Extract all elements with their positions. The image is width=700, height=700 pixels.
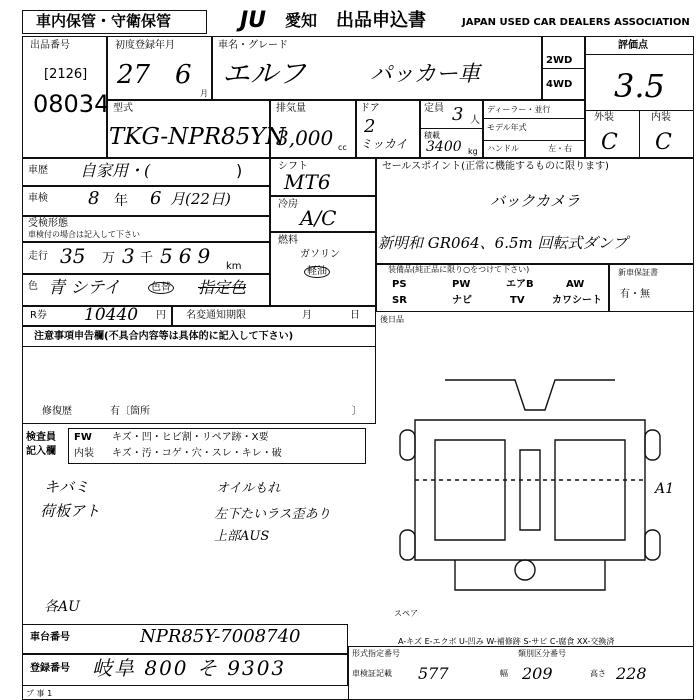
plate-label: 登録番号 <box>30 663 70 674</box>
odometer-man-unit: 万 <box>102 251 116 266</box>
odometer-man: 35 <box>60 244 86 268</box>
rating-label: 評価点 <box>618 40 648 51</box>
ju-logo: JU <box>240 8 267 33</box>
color-value: 青 シテイ <box>48 278 121 298</box>
note-6: 各AU <box>44 599 80 615</box>
usage-label: 車歴 <box>28 165 48 176</box>
recycle-value: 10440 <box>84 305 139 325</box>
spec-len-label: 車検証記載 <box>352 669 392 678</box>
notes-divider <box>22 346 376 347</box>
odometer-label: 走行 <box>28 251 48 262</box>
note-3: オイルもれ <box>216 481 281 496</box>
shift-label: シフト <box>278 161 308 172</box>
repair-label: 修復歴 <box>42 406 72 417</box>
inspector-outer: キズ・凹・ヒビ割・リペア跡・X要 <box>112 432 269 443</box>
car-grade-value: パッカー車 <box>370 62 481 87</box>
inspection-year-unit: 年 <box>114 193 128 209</box>
repair-value: 有〔箇所 <box>110 406 150 417</box>
capacity-divider <box>420 128 483 129</box>
load-unit: kg <box>468 147 478 156</box>
after-label: 後日品 <box>380 315 404 324</box>
odometer-rest: 569 <box>160 244 217 268</box>
name-change-label: 名変通知期限 <box>186 310 246 321</box>
name-change-month: 月 <box>302 310 312 321</box>
capacity-label: 定員 <box>424 103 444 114</box>
equip-seat: カワシート <box>552 295 602 306</box>
doors-label: ドア <box>360 103 380 114</box>
capacity-unit: 人 <box>470 115 480 126</box>
displacement-label: 排気量 <box>276 103 306 114</box>
doors-note: ミッカイ <box>360 137 408 151</box>
odometer-unit: km <box>226 261 242 272</box>
rating-divider <box>585 54 694 55</box>
storage-text: 車内保管・守衛保管 <box>36 12 172 30</box>
equip-pw: PW <box>452 279 471 290</box>
displacement-unit: cc <box>338 143 347 152</box>
drive-divider <box>542 68 585 69</box>
spec-cert-label: 形式指定番号 <box>352 649 400 658</box>
dealer-label: ディーラー・並行 <box>487 105 551 114</box>
inspection-label: 車検 <box>28 193 48 204</box>
lot-label: 出品番号 <box>30 40 70 51</box>
inspector-label-2: 記入欄 <box>26 446 56 457</box>
fuel-label: 燃料 <box>278 235 298 246</box>
registration-year: 27 <box>117 60 151 90</box>
spec-wid-label: 幅 <box>500 669 508 678</box>
rating-value: 3.5 <box>614 67 665 105</box>
plate-value: 岐阜 800 そ 9303 <box>92 656 287 680</box>
spec-h-value: 228 <box>616 664 647 683</box>
odometer-sen-unit: 千 <box>140 251 154 266</box>
receipt-note: 車検付の場合は記入して下さい <box>28 230 140 239</box>
sales-label: セールスポイント(正常に機能するものに限ります) <box>382 161 609 172</box>
equip-tv: TV <box>510 295 525 306</box>
inspection-date: 月(22日) <box>170 190 231 208</box>
rating-ext-label: 外装 <box>594 112 614 123</box>
spec-len-value: 577 <box>418 664 449 683</box>
inspection-cell <box>22 186 270 216</box>
sales-point-2: 新明和 GR064、6.5m 回転式ダンプ <box>378 234 628 252</box>
capacity-value: 3 <box>452 104 464 125</box>
ac-value: A/C <box>300 206 337 230</box>
rating-int-value: C <box>655 130 672 155</box>
dealer-divider <box>483 118 585 119</box>
note-2: 荷板アト <box>40 502 101 520</box>
rating-vdivider <box>639 110 640 158</box>
inspector-label-1: 検査員 <box>26 432 56 443</box>
inspector-fw: FW <box>74 432 92 443</box>
rating-int-label: 内装 <box>651 112 671 123</box>
warranty-value: 有・無 <box>620 289 650 300</box>
displacement-value: 3,000 <box>276 126 334 150</box>
spec-wid-value: 209 <box>522 664 553 683</box>
drive-2wd: 2WD <box>546 55 573 66</box>
doors-value: 2 <box>364 116 376 137</box>
org-name: 愛知 <box>285 11 318 30</box>
inspection-year: 8 <box>88 188 100 209</box>
usage-value: 自家用・( <box>80 161 151 180</box>
model-label: 型式 <box>113 103 133 114</box>
recycle-unit: 円 <box>156 310 166 321</box>
diagram-mark: A1 <box>655 481 675 497</box>
sales-point-1: バックカメラ <box>490 192 581 210</box>
equip-ps: PS <box>392 279 407 290</box>
spare-label: スペア <box>394 609 418 618</box>
equip-aw: AW <box>566 279 585 290</box>
car-name-label: 車名・グレード <box>218 40 288 51</box>
bottom-row: プ 事 1 <box>26 689 53 698</box>
dealer-handle-label: ハンドル <box>487 144 519 153</box>
recycle-label: R券 <box>30 310 47 321</box>
lot-code: [2126] <box>44 67 88 82</box>
note-1: キバミ <box>44 478 90 496</box>
registration-month: 6 <box>175 60 192 90</box>
model-value: TKG-NPR85YN <box>109 124 286 150</box>
color-label: 色 <box>28 281 38 292</box>
warranty-label: 新車保証書 <box>618 268 658 277</box>
drive-4wd: 4WD <box>546 79 573 90</box>
chassis-label: 車台番号 <box>30 632 70 643</box>
dealer-handle-opts: 左・右 <box>548 144 572 153</box>
lot-number: 08034 <box>33 90 110 118</box>
load-label: 積載 <box>424 131 440 140</box>
inspector-inner: キズ・汚・コゲ・穴・スレ・キレ・破 <box>112 448 282 459</box>
load-value: 3400 <box>426 139 462 155</box>
chassis-value: NPR85Y-7008740 <box>140 626 301 647</box>
ac-label: 冷房 <box>278 199 298 210</box>
color-change: 色替 <box>148 282 174 294</box>
note-4: 左下たいラス歪あり <box>214 507 331 522</box>
equipment-label: 装備品(純正品に限り○をつけて下さい) <box>388 265 530 274</box>
fuel-gasoline: ガソリン <box>300 249 340 260</box>
receipt-label: 受検形態 <box>28 218 68 229</box>
inspector-inner-label: 内装 <box>74 448 94 459</box>
dealer-model-year: モデル年式 <box>487 123 527 132</box>
dealer-divider-2 <box>483 140 585 141</box>
color-paint: 指定色 <box>198 278 247 297</box>
repair-close: 〕 <box>352 406 362 417</box>
rating-ext-value: C <box>601 130 618 155</box>
spec-h-label: 高さ <box>590 669 606 678</box>
odometer-sen: 3 <box>122 244 135 268</box>
car-diagram <box>395 360 665 610</box>
form-title: 出品申込書 <box>336 10 426 31</box>
spec-cls-label: 類別区分番号 <box>518 649 566 658</box>
equip-sr: SR <box>392 295 407 306</box>
damage-legend: A-キズ E-エクボ U-凹み W-補修跡 S-サビ C-腐食 XX-交換済 <box>398 637 615 646</box>
registration-label: 初度登録年月 <box>115 40 175 51</box>
form-subtitle: JAPAN USED CAR DEALERS ASSOCIATION <box>462 17 690 28</box>
usage-close: ) <box>236 161 243 180</box>
notes-header: 注意事項申告欄(不具合内容等は具体的に記入して下さい) <box>34 331 294 342</box>
registration-unit: 月 <box>200 89 208 98</box>
car-name-value: エルフ <box>222 57 307 90</box>
note-5: 上部AUS <box>214 529 270 544</box>
name-change-day: 日 <box>350 310 360 321</box>
equip-navi: ナビ <box>452 295 472 306</box>
equip-airbag: エアB <box>506 279 534 290</box>
shift-value: MT6 <box>284 170 331 194</box>
fuel-diesel: 軽油 <box>304 266 330 278</box>
inspection-month: 6 <box>150 188 162 209</box>
